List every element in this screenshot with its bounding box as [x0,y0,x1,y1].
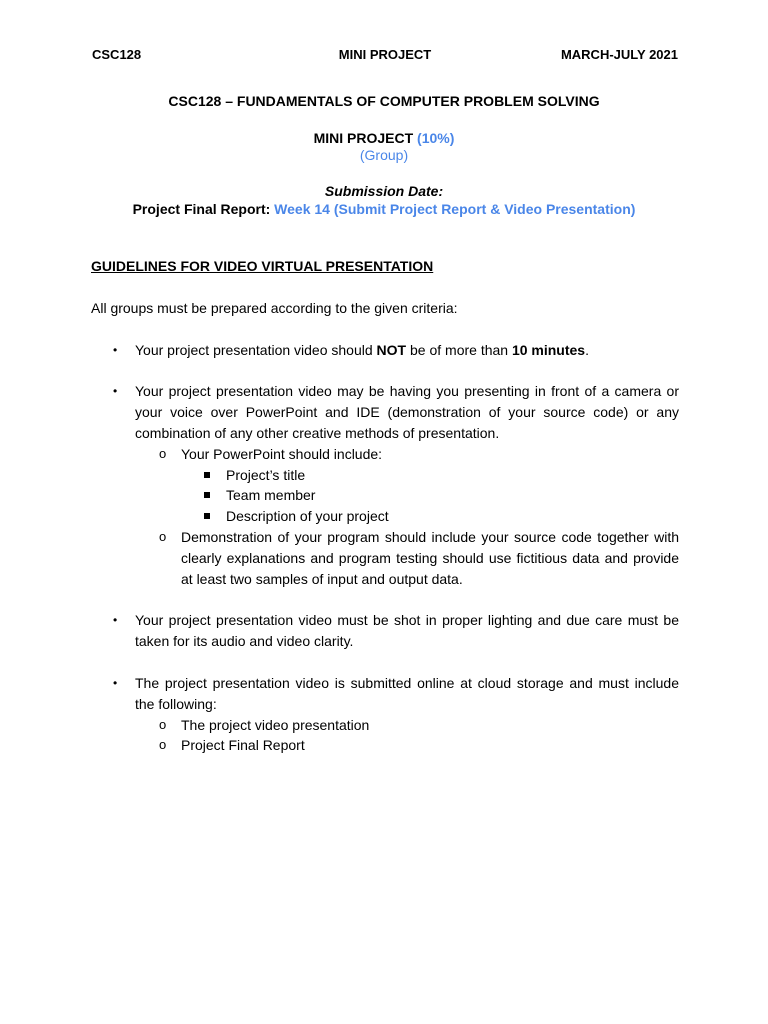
report-label: Project Final Report: [132,201,271,217]
subsub-item-team [91,485,679,506]
bullet-duration [91,340,679,361]
bullet-marker: • [113,384,118,399]
project-weight: (10%) [417,130,455,146]
bullet-submission [91,673,679,715]
header-semester: MARCH-JULY 2021 [560,47,678,62]
bullet-emphasis-not: NOT [376,341,407,358]
bullet-lighting [91,610,679,652]
submission-block [0,183,768,218]
circle-marker: o [159,445,167,461]
bullet-text: be of more than [406,341,512,358]
sub-item-text: Project Final Report [181,737,305,754]
bullet-presentation-format [91,381,679,443]
bullet-text: . [585,341,589,358]
bullet-text: Your project presentation video must be shot in proper lighting and due care must be taken for its audio and video clarity. [135,612,679,650]
bullet-marker: • [113,342,118,357]
square-marker [204,513,210,519]
bullet-marker: • [113,613,118,628]
sub-item-report [91,735,679,756]
subsub-item-title [91,465,679,486]
subsub-item-text: Team member [226,487,316,504]
guidelines-section [91,256,679,756]
square-marker [204,492,210,498]
course-title: CSC128 – FUNDAMENTALS OF COMPUTER PROBLEM SOLVING [168,93,600,109]
circle-marker: o [159,528,167,544]
sub-item-powerpoint [91,444,679,465]
bullet-emphasis-duration: 10 minutes [511,341,586,358]
subsub-item-description [91,506,679,527]
bullet-text: The project presentation video is submitted online at cloud storage and must include the following: [135,674,679,712]
submission-heading: Submission Date: [324,183,444,199]
square-marker [204,472,210,478]
sub-item-text: Your PowerPoint should include: [181,445,383,462]
project-heading [0,130,768,164]
project-label: MINI PROJECT [313,130,414,146]
header-doc-type: MINI PROJECT [338,47,432,62]
guidelines-intro: All groups must be prepared according to the given criteria: [91,299,458,316]
report-value: Week 14 (Submit Project Report & Video Presentation) [274,201,636,217]
subsub-item-text: Project’s title [226,466,306,483]
bullet-text: Your project presentation video should [135,341,377,358]
sub-item-demonstration [91,527,679,589]
bullet-marker: • [113,675,118,690]
bullet-text: Your project presentation video may be having you presenting in front of a camera or your voice over PowerPoint and IDE (demonstration of your source code) or any combination of any other creative methods of presentation. [135,383,679,441]
section-title: GUIDELINES FOR VIDEO VIRTUAL PRESENTATION [91,258,434,274]
header-course-code: CSC128 [92,47,142,62]
circle-marker: o [159,737,167,753]
project-type: (Group) [359,147,409,163]
page-header [92,47,678,65]
subsub-item-text: Description of your project [226,508,389,525]
circle-marker: o [159,716,167,732]
sub-item-text: Demonstration of your program should include your source code together with clearly explanations and program testing should use fictitious data and provide at least two samples of input and output data. [181,528,679,587]
sub-item-text: The project video presentation [181,716,370,733]
sub-item-video [91,715,679,736]
